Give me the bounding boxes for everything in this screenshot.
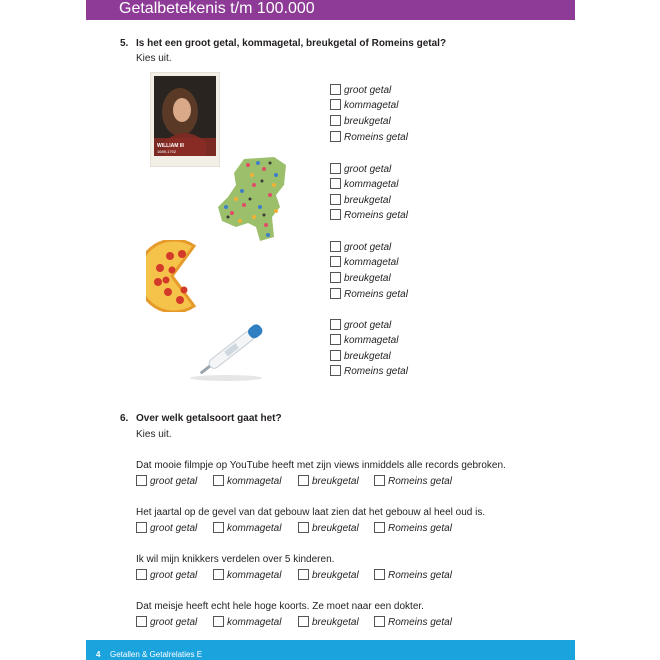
checkbox[interactable] [330, 178, 341, 189]
checkbox[interactable] [136, 569, 147, 580]
q6-2-sentence: Het jaartal op de gevel van dat gebouw laat zien dat het gebouw al heel oud is. [136, 507, 486, 518]
checkbox[interactable] [330, 84, 341, 95]
q6-1-sentence: Dat mooie filmpje op YouTube heeft met zijn views inmiddels alle records gebroken. [136, 460, 506, 471]
checkbox[interactable] [330, 319, 341, 330]
page-title: Getalbetekenis t/m 100.000 [119, 0, 315, 17]
checkbox[interactable] [213, 475, 224, 486]
checkbox[interactable] [330, 131, 341, 142]
checkbox[interactable] [330, 288, 341, 299]
question-6-instruction: Kies uit. [136, 429, 172, 440]
pizza-slice-image [146, 240, 202, 312]
checkbox[interactable] [298, 616, 309, 627]
checkbox[interactable] [330, 350, 341, 361]
checkbox[interactable] [298, 569, 309, 580]
checkbox[interactable] [374, 569, 385, 580]
stamp-image [150, 72, 220, 167]
checkbox[interactable] [330, 99, 341, 110]
checkbox[interactable] [330, 272, 341, 283]
checkbox[interactable] [330, 334, 341, 345]
stamp-caption-name: WILLIAM III [157, 143, 184, 149]
question-5-number: 5. [120, 38, 129, 49]
checkbox[interactable] [330, 115, 341, 126]
checkbox[interactable] [213, 569, 224, 580]
page-header [86, 0, 575, 20]
page-footer [86, 640, 575, 660]
checkbox[interactable] [136, 616, 147, 627]
thermometer-image [186, 318, 278, 384]
checkbox[interactable] [136, 475, 147, 486]
checkbox[interactable] [330, 256, 341, 267]
page-number: 4 [96, 650, 101, 659]
checkbox[interactable] [330, 163, 341, 174]
question-5-instruction: Kies uit. [136, 53, 172, 64]
checkbox[interactable] [213, 616, 224, 627]
question-6-number: 6. [120, 413, 129, 424]
netherlands-crowd-map-image [214, 155, 290, 243]
checkbox[interactable] [330, 209, 341, 220]
book-title: Getallen & Getalrelaties E [110, 650, 203, 659]
checkbox[interactable] [298, 522, 309, 533]
q6-3-sentence: Ik wil mijn knikkers verdelen over 5 kinderen. [136, 554, 335, 565]
checkbox[interactable] [136, 522, 147, 533]
checkbox[interactable] [374, 475, 385, 486]
checkbox[interactable] [374, 616, 385, 627]
checkbox[interactable] [330, 241, 341, 252]
question-5-text: Is het een groot getal, kommagetal, breukgetal of Romeins getal? [136, 38, 447, 49]
stamp-caption-years: 1689-1702 [157, 149, 177, 154]
checkbox[interactable] [213, 522, 224, 533]
checkbox[interactable] [330, 194, 341, 205]
checkbox[interactable] [330, 365, 341, 376]
q6-4-sentence: Dat meisje heeft echt hele hoge koorts. Ze moet naar een dokter. [136, 601, 424, 612]
question-6-text: Over welk getalsoort gaat het? [136, 413, 282, 424]
checkbox[interactable] [374, 522, 385, 533]
checkbox[interactable] [298, 475, 309, 486]
